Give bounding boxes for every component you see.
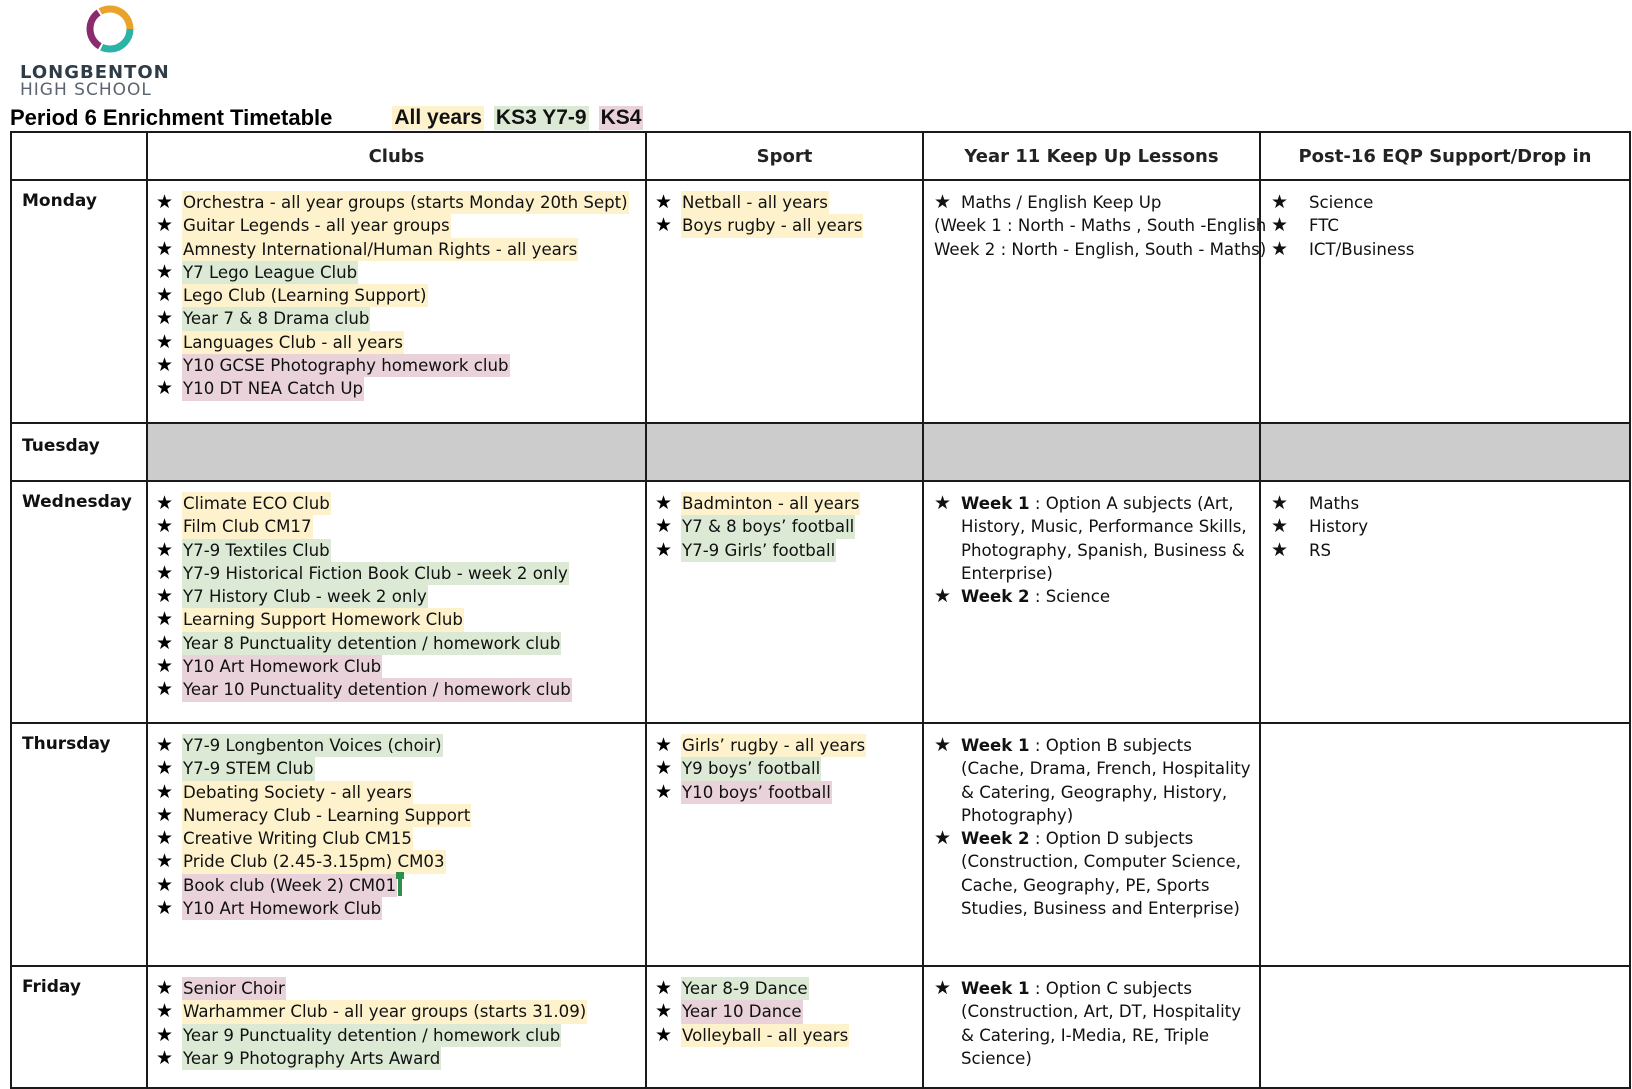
list-item bbox=[655, 734, 922, 757]
star-icon: ★ bbox=[156, 1000, 174, 1023]
post16-cell bbox=[1260, 481, 1630, 723]
item-text: Languages Club - all years bbox=[182, 331, 404, 354]
keepup-body bbox=[961, 977, 1251, 1070]
list-item bbox=[156, 827, 645, 850]
star-icon: ★ bbox=[655, 734, 673, 756]
list-item bbox=[156, 585, 645, 608]
star-icon: ★ bbox=[156, 492, 174, 514]
logo-ring-icon bbox=[84, 3, 136, 55]
star-icon: ★ bbox=[655, 1023, 673, 1046]
keepup-cell bbox=[923, 481, 1260, 723]
row-tuesday bbox=[11, 423, 1630, 481]
star-icon: ★ bbox=[1271, 538, 1289, 561]
keepup-cell-empty bbox=[923, 423, 1260, 481]
clubs-cell bbox=[147, 723, 646, 966]
star-icon: ★ bbox=[655, 515, 673, 538]
header-corner bbox=[11, 132, 147, 180]
week-subjects: : Option A subjects (Art, History, Music, Performance Skills, Photography, Spanish, Business & Enterprise) bbox=[961, 494, 1247, 583]
list-item bbox=[156, 850, 645, 873]
list-item bbox=[655, 515, 922, 538]
keepup-cell bbox=[923, 723, 1260, 966]
star-icon: ★ bbox=[156, 850, 174, 873]
item-text: Y10 Art Homework Club bbox=[182, 655, 382, 678]
star-icon: ★ bbox=[156, 330, 174, 353]
star-icon: ★ bbox=[156, 260, 174, 283]
list-item bbox=[655, 781, 922, 804]
item-text: Year 10 Dance bbox=[681, 1000, 803, 1023]
item-text: Year 8 Punctuality detention / homework club bbox=[182, 632, 561, 655]
star-icon: ★ bbox=[1271, 191, 1289, 213]
day-label: Tuesday bbox=[11, 423, 147, 481]
header-row bbox=[11, 132, 1630, 180]
item-text: Guitar Legends - all year groups bbox=[182, 214, 451, 237]
star-icon: ★ bbox=[655, 538, 673, 561]
list-item bbox=[156, 331, 645, 354]
week-subjects: : Option B subjects (Cache, Drama, French, Hospitality & Catering, Geography, History, Photography) bbox=[961, 736, 1251, 825]
item-text: Creative Writing Club CM15 bbox=[182, 827, 413, 850]
item-text: Year 9 Photography Arts Award bbox=[182, 1047, 441, 1070]
star-icon: ★ bbox=[156, 780, 174, 803]
clubs-cell bbox=[147, 180, 646, 423]
star-icon: ★ bbox=[655, 214, 673, 237]
item-text: Y7 History Club - week 2 only bbox=[182, 585, 428, 608]
keepup-line: Week 2 : North - English, South - Maths) bbox=[934, 239, 1267, 259]
list-item bbox=[156, 874, 645, 897]
star-icon: ★ bbox=[655, 1000, 673, 1023]
school-logo bbox=[18, 0, 188, 100]
star-icon: ★ bbox=[934, 492, 952, 514]
star-icon: ★ bbox=[156, 803, 174, 826]
item-text: Year 7 & 8 Drama club bbox=[182, 307, 370, 330]
star-icon: ★ bbox=[156, 354, 174, 377]
list-item bbox=[156, 307, 645, 330]
item-text: Year 8-9 Dance bbox=[681, 977, 809, 1000]
list-item bbox=[655, 191, 922, 214]
star-icon: ★ bbox=[156, 734, 174, 756]
star-icon: ★ bbox=[655, 191, 673, 213]
clubs-cell bbox=[147, 481, 646, 723]
star-icon: ★ bbox=[156, 678, 174, 701]
keepup-body bbox=[961, 492, 1251, 585]
keepup-entry bbox=[934, 734, 1251, 827]
legend bbox=[392, 106, 643, 130]
week-label: Week 1 bbox=[961, 736, 1030, 755]
item-text: Year 10 Punctuality detention / homework club bbox=[182, 678, 572, 701]
star-icon: ★ bbox=[934, 585, 952, 608]
star-icon: ★ bbox=[655, 977, 673, 999]
list-item bbox=[655, 539, 922, 562]
row-thursday bbox=[11, 723, 1630, 966]
keepup-line: (Week 1 : North - Maths , South -English bbox=[934, 216, 1267, 236]
item-text: Y7-9 Girls’ football bbox=[681, 539, 836, 562]
list-item bbox=[156, 284, 645, 307]
post16-item bbox=[1271, 214, 1629, 237]
week-label: Week 2 bbox=[961, 829, 1030, 849]
day-label: Monday bbox=[11, 180, 147, 423]
post16-item bbox=[1271, 191, 1629, 214]
star-icon: ★ bbox=[156, 515, 174, 538]
keepup-line: Maths / English Keep Up bbox=[961, 193, 1162, 212]
keepup-entry bbox=[934, 827, 1251, 920]
post16-text: History bbox=[1309, 517, 1369, 537]
week-subjects: : Option C subjects (Construction, Art, DT, Hospitality & Catering, I-Media, RE, Triple Science) bbox=[961, 979, 1242, 1068]
item-text: Y9 boys’ football bbox=[681, 757, 821, 780]
day-label: Friday bbox=[11, 966, 147, 1088]
list-item bbox=[156, 261, 645, 284]
star-icon: ★ bbox=[1271, 237, 1289, 260]
star-icon: ★ bbox=[156, 757, 174, 780]
post16-text: FTC bbox=[1309, 216, 1340, 236]
list-item bbox=[156, 492, 645, 515]
header-sport: Sport bbox=[646, 132, 923, 180]
post16-cell bbox=[1260, 723, 1630, 966]
post16-item bbox=[1271, 515, 1629, 538]
page-title: Period 6 Enrichment Timetable bbox=[10, 105, 333, 130]
item-text: Y10 DT NEA Catch Up bbox=[182, 377, 364, 400]
item-text: Amnesty International/Human Rights - all years bbox=[182, 238, 578, 261]
header-post16: Post-16 EQP Support/Drop in bbox=[1260, 132, 1630, 180]
row-friday bbox=[11, 966, 1630, 1088]
list-item bbox=[156, 608, 645, 631]
star-icon: ★ bbox=[156, 977, 174, 999]
row-monday bbox=[11, 180, 1630, 423]
star-icon: ★ bbox=[1271, 214, 1289, 237]
keepup-entry bbox=[934, 585, 1251, 608]
item-text: Y10 Art Homework Club bbox=[182, 897, 382, 920]
post16-item bbox=[1271, 238, 1629, 261]
star-icon: ★ bbox=[156, 191, 174, 213]
star-icon: ★ bbox=[156, 897, 174, 920]
day-label: Thursday bbox=[11, 723, 147, 966]
item-text: Y7-9 Textiles Club bbox=[182, 539, 331, 562]
item-text: Senior Choir bbox=[182, 977, 286, 1000]
star-icon: ★ bbox=[1271, 492, 1289, 514]
legend-all-years: All years bbox=[394, 106, 482, 129]
list-item bbox=[655, 214, 922, 237]
list-item bbox=[156, 515, 645, 538]
title-row bbox=[10, 104, 643, 132]
item-text: Learning Support Homework Club bbox=[182, 608, 464, 631]
list-item bbox=[655, 492, 922, 515]
logo-line1: LONGBENTON bbox=[20, 62, 170, 83]
item-text: Y7-9 Historical Fiction Book Club - week 2 only bbox=[182, 562, 569, 585]
star-icon: ★ bbox=[655, 757, 673, 780]
item-text: Pride Club (2.45-3.15pm) CM03 bbox=[182, 850, 446, 873]
post16-cell bbox=[1260, 180, 1630, 423]
keepup-entry bbox=[934, 977, 1251, 1070]
sport-cell bbox=[646, 723, 923, 966]
post16-text: Maths bbox=[1309, 494, 1360, 513]
list-item bbox=[156, 1000, 645, 1023]
item-text: Film Club CM17 bbox=[182, 515, 313, 538]
item-text: Warhammer Club - all year groups (starts 31.09) bbox=[182, 1000, 587, 1023]
clubs-cell-empty bbox=[147, 423, 646, 481]
star-icon: ★ bbox=[156, 237, 174, 260]
week-label: Week 1 bbox=[961, 979, 1030, 998]
week-subjects: : Science bbox=[1029, 587, 1111, 607]
post16-cell bbox=[1260, 966, 1630, 1088]
list-item bbox=[156, 1024, 645, 1047]
item-text: Y10 GCSE Photography homework club bbox=[182, 354, 510, 377]
list-item bbox=[655, 977, 922, 1000]
list-item bbox=[156, 734, 645, 757]
list-item bbox=[156, 678, 645, 701]
star-icon: ★ bbox=[156, 585, 174, 608]
list-item bbox=[156, 539, 645, 562]
legend-ks4: KS4 bbox=[600, 106, 642, 129]
star-icon: ★ bbox=[156, 561, 174, 584]
post16-text: ICT/Business bbox=[1309, 239, 1415, 259]
item-text: Girls’ rugby - all years bbox=[681, 734, 866, 757]
item-text: Debating Society - all years bbox=[182, 781, 413, 804]
sport-cell-empty bbox=[646, 423, 923, 481]
star-icon: ★ bbox=[156, 1046, 174, 1069]
item-text: Y7-9 STEM Club bbox=[182, 757, 315, 780]
item-text: Lego Club (Learning Support) bbox=[182, 284, 428, 307]
keepup-body bbox=[961, 734, 1251, 827]
item-text: Y7 Lego League Club bbox=[182, 261, 358, 284]
item-text: Numeracy Club - Learning Support bbox=[182, 804, 471, 827]
keepup-cell bbox=[923, 180, 1267, 423]
sport-cell bbox=[646, 481, 923, 723]
list-item bbox=[156, 757, 645, 780]
keepup-body bbox=[961, 585, 1110, 608]
star-icon: ★ bbox=[156, 631, 174, 654]
list-item bbox=[156, 214, 645, 237]
item-text: Book club (Week 2) CM01 bbox=[182, 874, 397, 897]
star-icon: ★ bbox=[156, 827, 174, 850]
timetable bbox=[10, 131, 1631, 1089]
row-wednesday bbox=[11, 481, 1630, 723]
week-label: Week 2 bbox=[961, 587, 1030, 607]
header-clubs: Clubs bbox=[147, 132, 646, 180]
star-icon: ★ bbox=[156, 538, 174, 561]
day-label: Wednesday bbox=[11, 481, 147, 723]
list-item bbox=[655, 1024, 922, 1047]
star-icon: ★ bbox=[934, 191, 952, 213]
item-text: Badminton - all years bbox=[681, 492, 860, 515]
list-item bbox=[156, 632, 645, 655]
star-icon: ★ bbox=[934, 827, 952, 850]
item-text: Netball - all years bbox=[681, 191, 829, 214]
star-icon: ★ bbox=[655, 780, 673, 803]
star-icon: ★ bbox=[156, 307, 174, 330]
star-icon: ★ bbox=[156, 377, 174, 400]
list-item bbox=[156, 804, 645, 827]
sport-cell bbox=[646, 180, 923, 423]
star-icon: ★ bbox=[156, 284, 174, 307]
list-item bbox=[655, 757, 922, 780]
post16-text: RS bbox=[1309, 540, 1332, 560]
star-icon: ★ bbox=[655, 492, 673, 514]
star-icon: ★ bbox=[156, 608, 174, 631]
list-item bbox=[156, 354, 645, 377]
logo-line2: HIGH SCHOOL bbox=[20, 80, 152, 100]
item-text: Year 9 Punctuality detention / homework club bbox=[182, 1024, 561, 1047]
list-item bbox=[156, 191, 645, 214]
list-item bbox=[156, 897, 645, 920]
post16-item bbox=[1271, 492, 1629, 515]
item-text: Y10 boys’ football bbox=[681, 781, 832, 804]
text-cursor-icon bbox=[398, 874, 402, 896]
list-item bbox=[655, 1000, 922, 1023]
keepup-body bbox=[961, 827, 1251, 920]
star-icon: ★ bbox=[156, 214, 174, 237]
star-icon: ★ bbox=[156, 873, 174, 896]
star-icon: ★ bbox=[934, 977, 952, 999]
header-keep-up: Year 11 Keep Up Lessons bbox=[923, 132, 1260, 180]
post16-text: Science bbox=[1309, 193, 1374, 212]
item-text: Y7-9 Longbenton Voices (choir) bbox=[182, 734, 443, 757]
star-icon: ★ bbox=[1271, 515, 1289, 538]
item-text: Volleyball - all years bbox=[681, 1024, 849, 1047]
item-text: Boys rugby - all years bbox=[681, 214, 863, 237]
item-text: Climate ECO Club bbox=[182, 492, 331, 515]
clubs-cell bbox=[147, 966, 646, 1088]
list-item bbox=[156, 377, 645, 400]
star-icon: ★ bbox=[156, 1023, 174, 1046]
star-icon: ★ bbox=[934, 734, 952, 756]
legend-ks3: KS3 Y7-9 bbox=[495, 106, 587, 129]
list-item bbox=[156, 238, 645, 261]
sport-cell bbox=[646, 966, 923, 1088]
list-item bbox=[156, 977, 645, 1000]
keepup-cell bbox=[923, 966, 1260, 1088]
keepup-entry bbox=[934, 492, 1251, 585]
post16-cell-empty bbox=[1260, 423, 1630, 481]
post16-item bbox=[1271, 539, 1629, 562]
list-item bbox=[156, 562, 645, 585]
week-label: Week 1 bbox=[961, 494, 1030, 513]
item-text: Orchestra - all year groups (starts Monday 20th Sept) bbox=[182, 191, 629, 214]
list-item bbox=[156, 781, 645, 804]
week-subjects: : Option D subjects (Construction, Computer Science, Cache, Geography, PE, Sports Studies, Business and Enterprise) bbox=[961, 829, 1242, 919]
list-item bbox=[156, 655, 645, 678]
star-icon: ★ bbox=[156, 655, 174, 678]
item-text: Y7 & 8 boys’ football bbox=[681, 515, 855, 538]
